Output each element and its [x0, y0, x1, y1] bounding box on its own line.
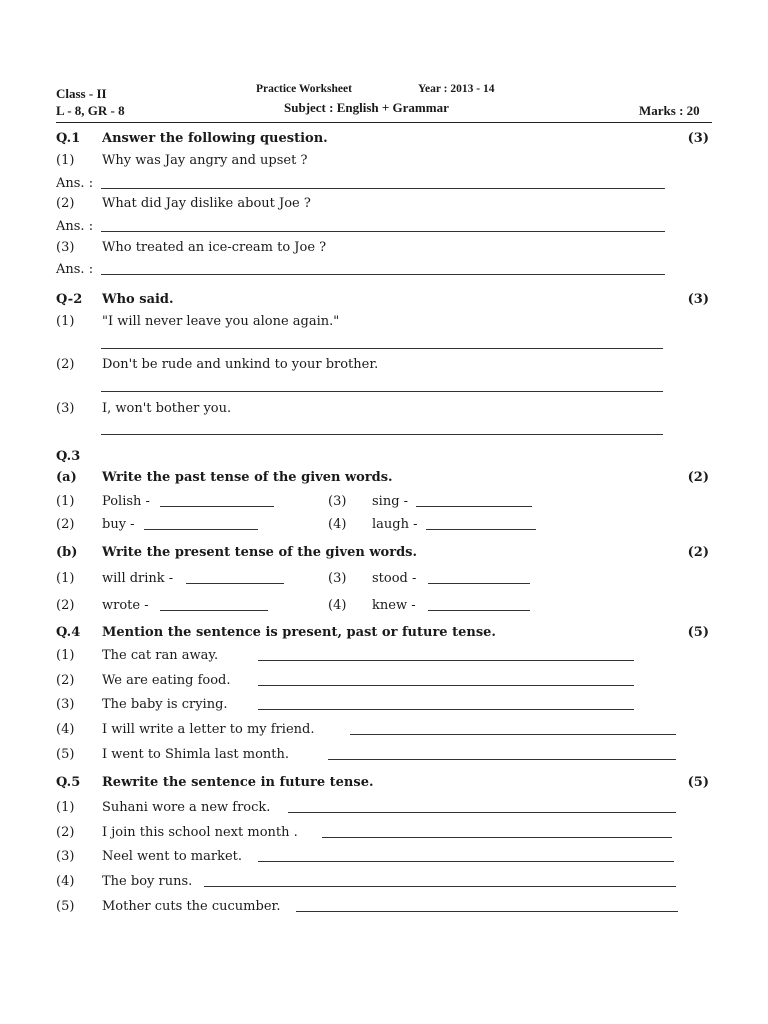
q1-item — [0, 194, 768, 214]
answer-line[interactable] — [288, 812, 676, 813]
answer-line[interactable] — [322, 837, 672, 838]
item-number: (2) — [56, 196, 75, 211]
item-number: (2) — [56, 825, 75, 840]
item-number: (4) — [56, 874, 75, 889]
item-number: (1) — [56, 800, 75, 815]
item-text: Don't be rude and unkind to your brother. — [102, 357, 379, 372]
q5-number: Q.5 — [56, 775, 81, 790]
answer-line[interactable] — [258, 861, 674, 862]
q1-item — [0, 238, 768, 258]
item-text: Mother cuts the cucumber. — [102, 899, 281, 914]
item-text: "I will never leave you alone again." — [102, 314, 340, 329]
answer-line[interactable] — [416, 506, 532, 507]
answer-line[interactable] — [258, 709, 634, 710]
answer-line[interactable] — [428, 583, 530, 584]
q1-answer-row — [0, 174, 768, 194]
header-divider — [56, 122, 712, 123]
answer-line[interactable] — [186, 583, 284, 584]
item-number: (2) — [56, 598, 75, 613]
item-text: stood - — [372, 571, 417, 586]
q1-answer-row — [0, 217, 768, 237]
q3b-row — [0, 596, 768, 616]
q1-item — [0, 151, 768, 171]
item-number: (2) — [56, 517, 75, 532]
item-text: sing - — [372, 494, 409, 509]
answer-line[interactable] — [101, 274, 665, 275]
item-number: (4) — [328, 517, 347, 532]
q3b-row — [0, 569, 768, 589]
level-label: L - 8, GR - 8 — [56, 103, 125, 118]
q4-marks: (5) — [687, 625, 709, 640]
q1-title: Answer the following question. — [102, 131, 328, 146]
worksheet-title: Practice Worksheet — [256, 83, 352, 95]
item-text: I, won't bother you. — [102, 401, 232, 416]
q2-item — [0, 312, 768, 332]
q3b-marks: (2) — [687, 545, 709, 560]
answer-line[interactable] — [160, 506, 274, 507]
item-text: Why was Jay angry and upset ? — [102, 153, 308, 168]
answer-line[interactable] — [428, 610, 530, 611]
q4-heading — [0, 623, 768, 643]
q4-item — [0, 646, 768, 666]
item-number: (1) — [56, 494, 75, 509]
q4-title: Mention the sentence is present, past or future tense. — [102, 625, 496, 640]
item-text: will drink - — [102, 571, 174, 586]
item-number: (5) — [56, 747, 75, 762]
item-text: I will write a letter to my friend. — [102, 722, 315, 737]
item-text: The baby is crying. — [102, 697, 228, 712]
item-text: Suhani wore a new frock. — [102, 800, 271, 815]
item-number: (3) — [56, 697, 75, 712]
q3b-heading — [0, 543, 768, 563]
item-text: knew - — [372, 598, 416, 613]
answer-line[interactable] — [144, 529, 258, 530]
item-text: Neel went to market. — [102, 849, 243, 864]
q3a-row — [0, 492, 768, 512]
subject-label: Subject : English + Grammar — [284, 100, 449, 115]
q4-item — [0, 695, 768, 715]
answer-line[interactable] — [258, 660, 634, 661]
item-number: (3) — [328, 571, 347, 586]
q4-item — [0, 671, 768, 691]
item-number: (1) — [56, 571, 75, 586]
q5-item — [0, 823, 768, 843]
item-number: (3) — [56, 240, 75, 255]
answer-line[interactable] — [426, 529, 536, 530]
item-number: (2) — [56, 673, 75, 688]
class-label: Class - II — [56, 86, 107, 101]
answer-label: Ans. : — [56, 176, 94, 191]
q3a-marks: (2) — [687, 470, 709, 485]
q3a-title: Write the past tense of the given words. — [102, 470, 393, 485]
answer-line[interactable] — [101, 231, 665, 232]
q5-item — [0, 798, 768, 818]
q5-heading — [0, 773, 768, 793]
q5-item — [0, 847, 768, 867]
item-number: (2) — [56, 357, 75, 372]
answer-line[interactable] — [296, 911, 678, 912]
q2-number: Q-2 — [56, 292, 83, 307]
q3b-number: (b) — [56, 545, 78, 560]
item-text: buy - — [102, 517, 135, 532]
q4-item — [0, 745, 768, 765]
answer-line[interactable] — [101, 188, 665, 189]
q5-marks: (5) — [687, 775, 709, 790]
answer-line[interactable] — [101, 391, 663, 392]
item-text: I went to Shimla last month. — [102, 747, 289, 762]
answer-line[interactable] — [204, 886, 676, 887]
item-text: wrote - — [102, 598, 149, 613]
item-text: I join this school next month . — [102, 825, 298, 840]
year-label: Year : 2013 - 14 — [418, 83, 495, 95]
q1-marks: (3) — [687, 131, 709, 146]
q3-number: Q.3 — [56, 449, 81, 464]
q3a-heading — [0, 468, 768, 488]
item-text: We are eating food. — [102, 673, 231, 688]
answer-line[interactable] — [101, 434, 663, 435]
answer-line[interactable] — [328, 759, 676, 760]
q3b-title: Write the present tense of the given words. — [102, 545, 418, 560]
q3a-number: (a) — [56, 470, 77, 485]
q1-answer-row — [0, 260, 768, 280]
item-number: (3) — [328, 494, 347, 509]
answer-label: Ans. : — [56, 219, 94, 234]
item-number: (1) — [56, 314, 75, 329]
answer-label: Ans. : — [56, 262, 94, 277]
q2-item — [0, 355, 768, 375]
item-number: (3) — [56, 401, 75, 416]
q4-item — [0, 720, 768, 740]
q1-number: Q.1 — [56, 131, 81, 146]
item-text: What did Jay dislike about Joe ? — [102, 196, 311, 211]
q3-heading — [0, 447, 768, 467]
q5-title: Rewrite the sentence in future tense. — [102, 775, 374, 790]
item-text: Polish - — [102, 494, 150, 509]
q4-number: Q.4 — [56, 625, 81, 640]
q2-marks: (3) — [687, 292, 709, 307]
item-number: (1) — [56, 648, 75, 663]
item-number: (3) — [56, 849, 75, 864]
q1-heading — [0, 129, 768, 149]
q3a-row — [0, 515, 768, 535]
q5-item — [0, 897, 768, 917]
item-number: (4) — [328, 598, 347, 613]
answer-line[interactable] — [258, 685, 634, 686]
answer-line[interactable] — [101, 348, 663, 349]
item-text: Who treated an ice-cream to Joe ? — [102, 240, 327, 255]
q2-title: Who said. — [102, 292, 174, 307]
item-number: (1) — [56, 153, 75, 168]
q5-item — [0, 872, 768, 892]
item-text: The boy runs. — [102, 874, 193, 889]
item-text: The cat ran away. — [102, 648, 219, 663]
answer-line[interactable] — [160, 610, 268, 611]
item-number: (5) — [56, 899, 75, 914]
marks-total: Marks : 20 — [639, 103, 700, 118]
answer-line[interactable] — [350, 734, 676, 735]
q2-item — [0, 399, 768, 419]
item-number: (4) — [56, 722, 75, 737]
q2-heading — [0, 290, 768, 310]
item-text: laugh - — [372, 517, 418, 532]
